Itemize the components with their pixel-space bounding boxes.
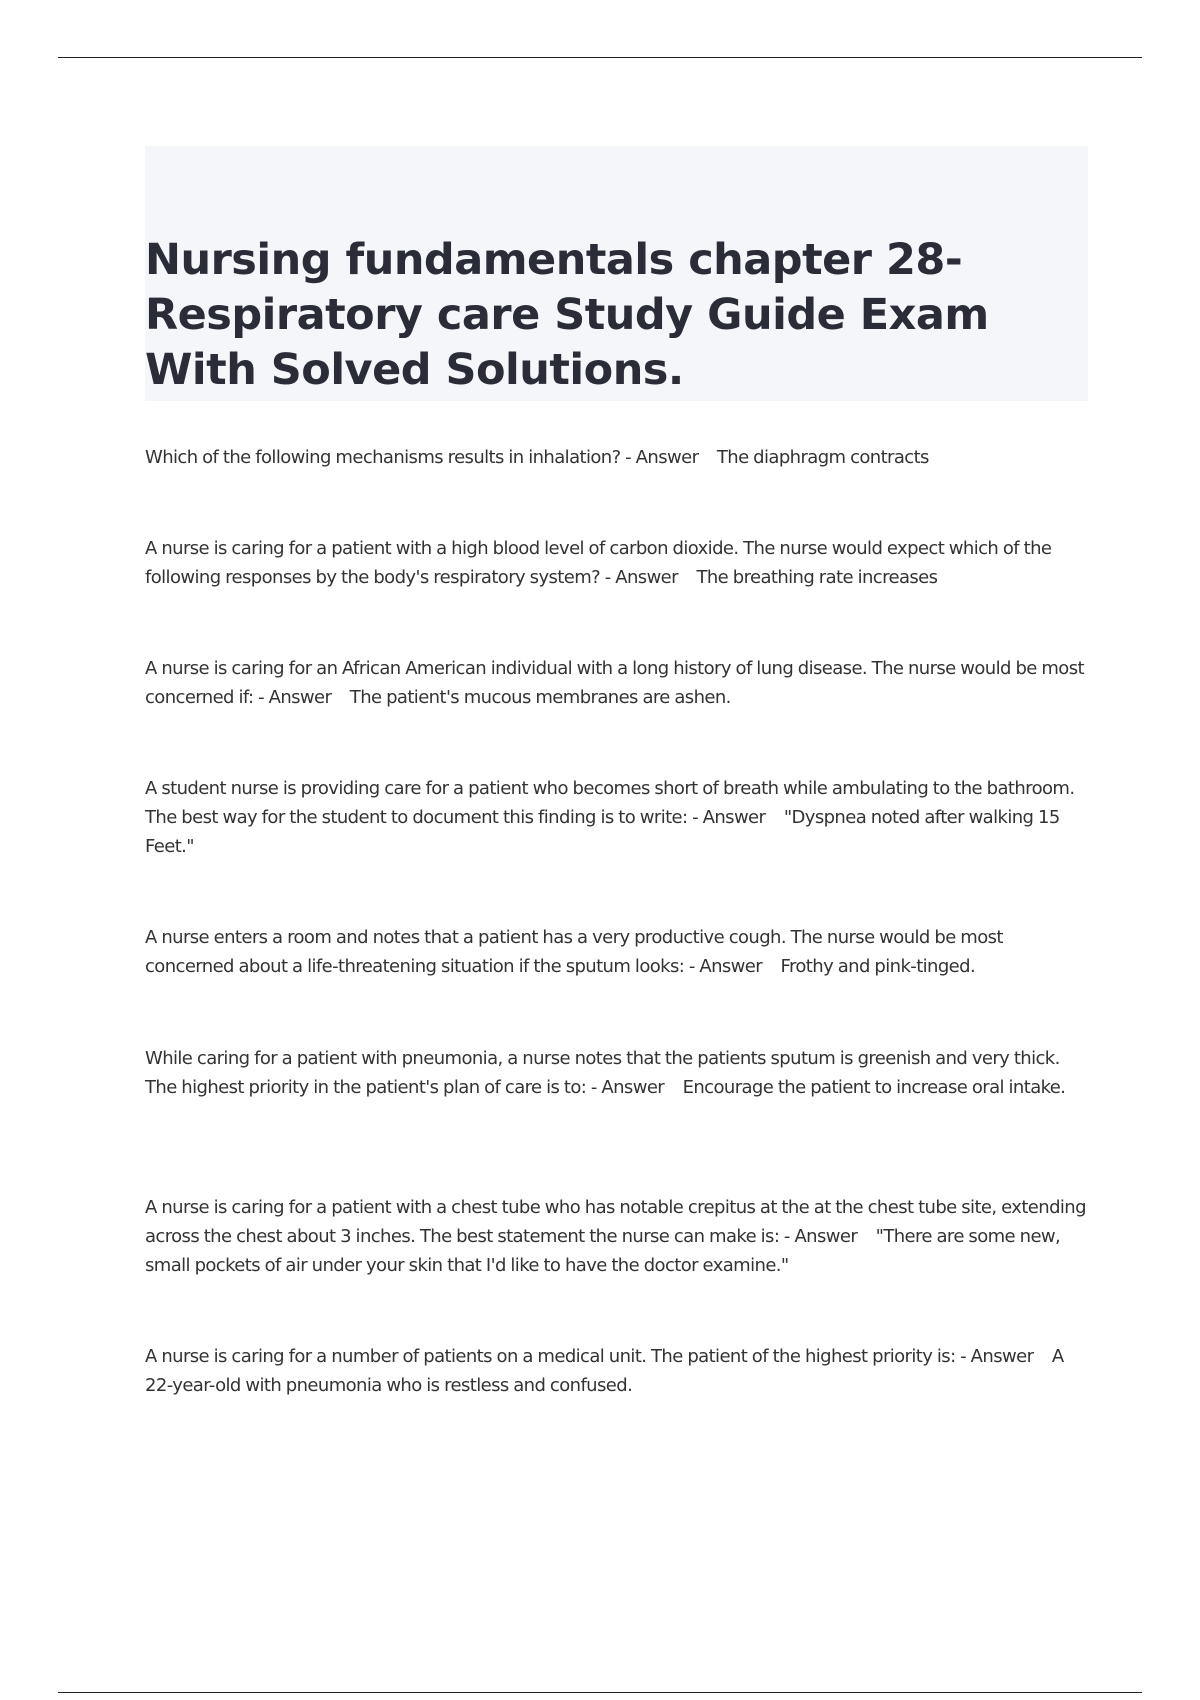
question-text: A nurse is caring for a patient with a chest tube who has notable crepitus at the at the chest tube site, extending across the chest about 3 inches. The best statement the nurse can make is:: [145, 1197, 1086, 1247]
bottom-rule: [58, 1692, 1142, 1693]
top-rule: [58, 57, 1142, 58]
answer-separator: - Answer: [687, 807, 784, 828]
qa-item-4: [145, 774, 1090, 861]
answer-separator: - Answer: [620, 447, 717, 468]
answer-separator: - Answer: [586, 1077, 683, 1098]
question-text: A nurse is caring for a patient with a high blood level of carbon dioxide. The nurse would expect which of the following responses by the body's respiratory system?: [145, 538, 1052, 588]
answer-separator: - Answer: [600, 567, 697, 588]
answer-separator: - Answer: [684, 956, 781, 977]
answer-text: The breathing rate increases: [696, 567, 938, 588]
answer-separator: - Answer: [779, 1226, 876, 1247]
answer-text: The diaphragm contracts: [716, 447, 929, 468]
question-text: Which of the following mechanisms results in inhalation?: [145, 447, 621, 468]
qa-item-2: [145, 534, 1090, 592]
answer-separator: - Answer: [253, 687, 350, 708]
answer-text: "Dyspnea noted after walking 15 Feet.": [145, 807, 1060, 857]
document-title: Nursing fundamentals chapter 28-Respiratory care Study Guide Exam With Solved Solutions.: [145, 235, 989, 395]
answer-separator: - Answer: [955, 1346, 1052, 1367]
qa-item-5: [145, 923, 1090, 981]
answer-text: Encourage the patient to increase oral intake.: [682, 1077, 1066, 1098]
answer-text: "There are some new, small pockets of air under your skin that I'd like to have the doctor examine.": [145, 1226, 1061, 1276]
qa-item-1: [145, 443, 1090, 472]
question-text: A student nurse is providing care for a patient who becomes short of breath while ambulating to the bathroom. The best way for the student to document this finding is to write:: [145, 778, 1075, 828]
answer-text: Frothy and pink-tinged.: [780, 956, 976, 977]
question-text: A nurse is caring for a number of patients on a medical unit. The patient of the highest priority is:: [145, 1346, 956, 1367]
title-block: [145, 146, 1088, 401]
answer-text: The patient's mucous membranes are ashen.: [349, 687, 731, 708]
qa-item-8: [145, 1342, 1090, 1400]
answer-text: A 22-year-old with pneumonia who is restless and confused.: [145, 1346, 1064, 1396]
qa-item-6: [145, 1044, 1090, 1102]
question-text: A nurse enters a room and notes that a patient has a very productive cough. The nurse would be most concerned about a life-threatening situation if the sputum looks:: [145, 927, 1003, 977]
question-text: A nurse is caring for an African American individual with a long history of lung disease. The nurse would be most concerned if:: [145, 658, 1084, 708]
qa-item-7: [145, 1193, 1090, 1280]
qa-item-3: [145, 654, 1090, 712]
question-text: While caring for a patient with pneumonia, a nurse notes that the patients sputum is greenish and very thick. The highest priority in the patient's plan of care is to:: [145, 1048, 1060, 1098]
